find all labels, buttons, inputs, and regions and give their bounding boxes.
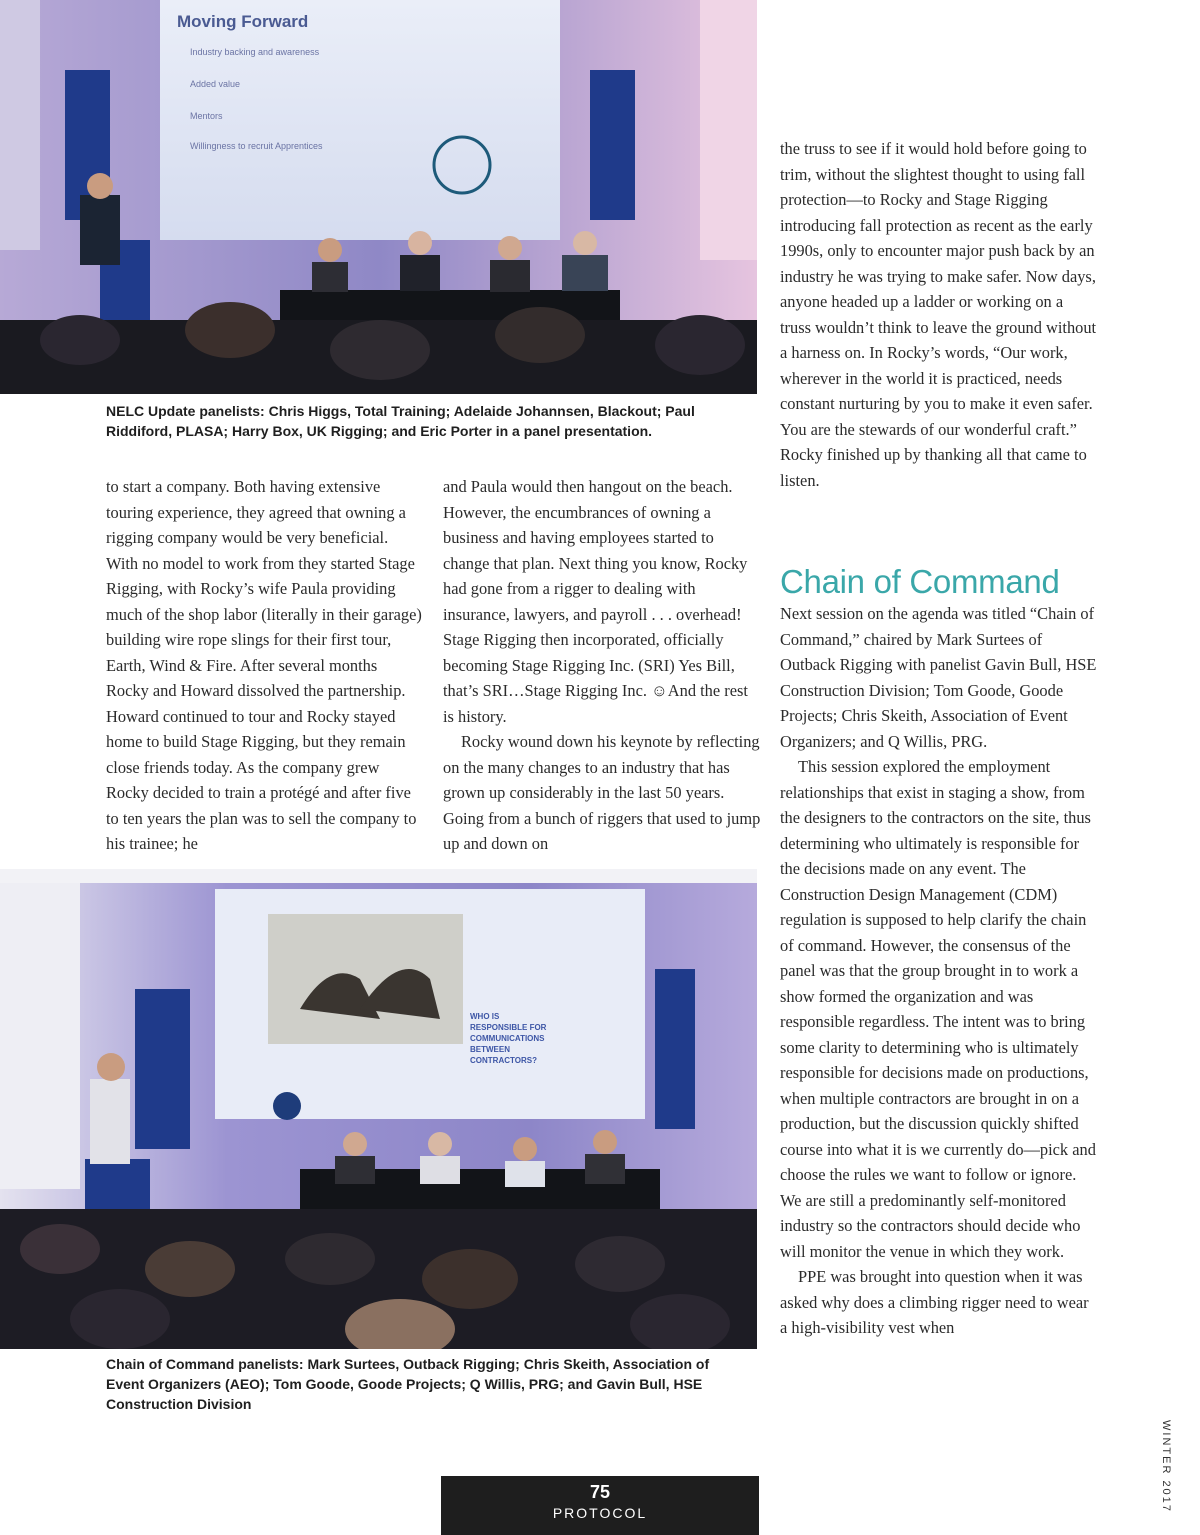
photo-nelc-panel <box>0 0 757 394</box>
slide-text-line: RESPONSIBLE FOR <box>470 1023 547 1032</box>
publication-name: PROTOCOL <box>552 1505 648 1521</box>
article-paragraph: This session explored the employment relationships that exist in staging a show, from the designers to the contractors on the site, thus determining who ultimately is responsible for the decisions made on any event. The Construction Design Management (CDM) regulation is supposed to help clarify the chain of command. However, the consensus of the panel was that the group brought in to work a show formed the organization and was responsible regardless. The intent was to bring some clarity to determining who is ultimately responsible for decisions made on productions, when multiple contractors are brought in on a production, but the discussion quickly shifted course into what it is we currently do—pick and choose the rules we want to follow or ignore. We are still a predominantly self-monitored industry so the contractors should decide who will monitor the venue in which they work. <box>780 757 1096 1261</box>
page-footer <box>441 1476 759 1535</box>
slide-bullet: Industry backing and awareness <box>190 47 320 57</box>
article-column-2 <box>443 474 761 857</box>
photo-caption-top: NELC Update panelists: Chris Higgs, Total Training; Adelaide Johannsen, Blackout; Paul Riddiford, PLASA; Harry Box, UK Rigging; and Eric Porter in a panel presentation. <box>106 403 695 439</box>
article-column-3-bottom <box>780 601 1098 1341</box>
article-paragraph: to start a company. Both having extensive touring experience, they agreed that owning a rigging company would be very beneficial. With no model to work from they started Stage Rigging, with Rocky’s wife Paula providing much of the shop labor (literally in their garage) building wire rope slings for their first tour, Earth, Wind & Fire. After several months Rocky and Howard dissolved the partnership. Howard continued to tour and Rocky stayed home to build Stage Rigging, but they remain close friends today. As the company grew Rocky decided to train a protégé and after five to ten years the plan was to sell the company to his trainee; he <box>106 477 422 853</box>
article-column-1 <box>106 474 424 857</box>
photo-chain-of-command-panel <box>0 869 757 1349</box>
slide-text-line: CONTRACTORS? <box>470 1056 537 1065</box>
slide-bullet: Mentors <box>190 111 223 121</box>
slide-text-line: COMMUNICATIONS <box>470 1034 545 1043</box>
slide-bullet: Added value <box>190 79 241 89</box>
slide-text-line: BETWEEN <box>470 1045 510 1054</box>
article-paragraph: Next session on the agenda was titled “Chain of Command,” chaired by Mark Surtees of Outback Rigging with panelist Gavin Bull, HSE Construction Division; Tom Goode, Goode Projects; Chris Skeith, Association of Event Organizers; and Q Willis, PRG. <box>780 604 1097 751</box>
article-paragraph: and Paula would then hangout on the beach. However, the encumbrances of owning a business and having employees started to change that plan. Next thing you know, Rocky had gone from a rigger to dealing with insurance, lawyers, and payroll . . . overhead! Stage Rigging then incorporated, officially becoming Stage Rigging Inc. (SRI) Yes Bill, that’s SRI…Stage Rigging Inc. ☺And the rest is history. <box>443 477 748 726</box>
article-column-3-top <box>780 136 1098 493</box>
slide-title: Moving Forward <box>177 12 309 31</box>
section-heading: Chain of Command <box>780 563 1060 600</box>
article-paragraph: the truss to see if it would hold before going to trim, without the slightest thought to using fall protection—to Rocky and Stage Rigging introducing fall protection as recent as the early 1990s, only to encounter major push back by an industry he was trying to make safer. Now days, anyone headed up a ladder or working on a truss wouldn’t think to leave the ground without a harness on. In Rocky’s words, “Our work, wherever in the world it is practiced, needs constant nurturing by you to make it even safer. You are the stewards of our wonderful craft.” Rocky finished up by thanking all that came to listen. <box>780 139 1097 490</box>
article-paragraph: Rocky wound down his keynote by reflecting on the many changes to an industry that has grown up considerably in the last 50 years. Going from a bunch of riggers that used to jump up and down on <box>443 732 761 853</box>
slide-bullet: Willingness to recruit Apprentices <box>190 141 323 151</box>
article-paragraph: PPE was brought into question when it was asked why does a climbing rigger need to wear a high-visibility vest when <box>780 1267 1089 1337</box>
issue-label: WINTER 2017 <box>1160 1420 1172 1513</box>
page-number: 75 <box>589 1482 611 1502</box>
photo-caption-bottom: Chain of Command panelists: Mark Surtees, Outback Rigging; Chris Skeith, Association of Event Organizers (AEO); Tom Goode, Goode Projects; Q Willis, PRG; and Gavin Bull, HSE Construction Division <box>106 1356 710 1412</box>
slide-text-line: WHO IS <box>470 1012 500 1021</box>
